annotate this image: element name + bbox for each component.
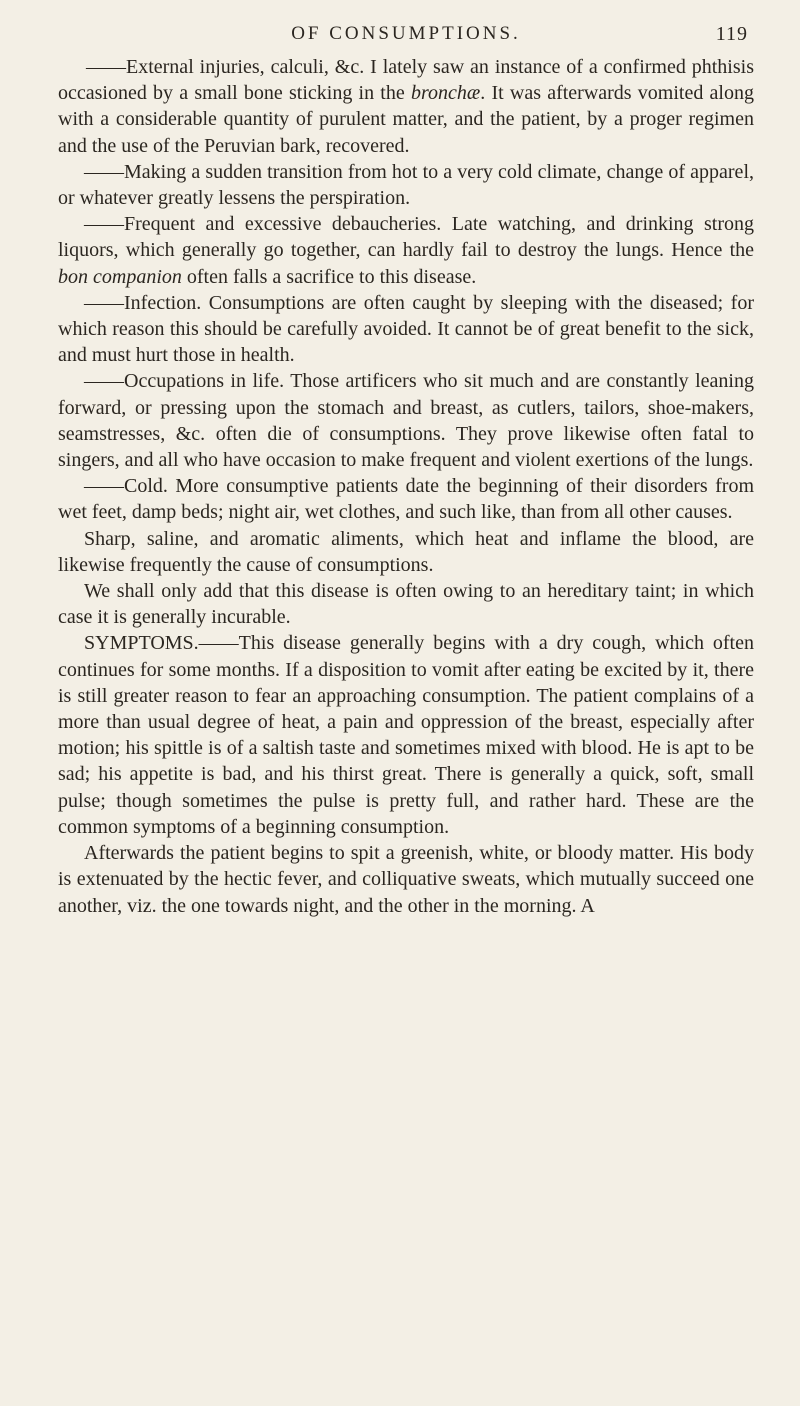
paragraph-cold: ——Cold. More consumptive patients date the beginning of their disorders from wet feet, damp beds; night air, wet clothes, and such like, than from all other causes.: [58, 475, 754, 524]
paragraph-external-injuries: ——External injuries, calculi, &c. I lately saw an instance of a confirmed phthisis occasioned by a small bone sticking in the bronchæ. It was afterwards vomited along with a considerable quantity of purulent matter, and the patient, by a proger regimen and the use of the Peruvian bark, recovered.: [58, 56, 754, 157]
paragraph-afterwards: Afterwards the patient begins to spit a greenish, white, or bloody matter. His body is extenuated by the hectic fever, and colliquative sweats, which mutually succeed one another, viz. the one towards night, and the other in the morning. A: [58, 842, 754, 917]
running-head: [58, 14, 754, 54]
body-text: [58, 54, 754, 919]
paragraph-aliments: Sharp, saline, and aromatic aliments, which heat and inflame the blood, are likewise frequently the cause of consumptions.: [58, 527, 754, 576]
paragraph-infection: ——Infection. Consumptions are often caught by sleeping with the diseased; for which reason this should be carefully avoided. It cannot be of great benefit to the sick, and must hurt those in health.: [58, 291, 754, 367]
italic-term: bronchæ: [410, 82, 481, 105]
paragraph-symptoms: SYMPTOMS.——This disease generally begins with a dry cough, which often continues for some months. If a disposition to vomit after eating be excited by it, there is still greater reason to fear an approaching consumption. The patient complains of a more than usual degree of heat, a pain and oppression of the breast, especially after motion; his spittle is of a saltish taste and sometimes mixed with blood. He is apt to be sad; his appetite is bad, and his thirst great. There is generally a quick, soft, small pulse; though sometimes the pulse is pretty full, and rather hard. These are the common symptoms of a beginning consumption.: [58, 632, 754, 838]
paragraph-sudden-transition: ——Making a sudden transition from hot to a very cold climate, change of apparel, or whatever greatly lessens the perspiration.: [58, 160, 754, 210]
paragraph-occupations: ——Occupations in life. Those artificers who sit much and are constantly leaning forward, or pressing upon the stomach and breast, as cutlers, tailors, shoe-makers, seamstresses, &c. often die of consumptions. They prove likewise often fatal to singers, and all who have occasion to make frequent and violent exertions of the lungs.: [58, 370, 754, 472]
paragraph-hereditary: We shall only add that this disease is often owing to an hereditary taint; in which case it is generally incurable.: [58, 580, 754, 629]
italic-term: bon companion: [58, 265, 182, 288]
page-number: 119: [715, 23, 748, 45]
running-title: OF CONSUMPTIONS.: [291, 23, 521, 44]
paragraph-debaucheries: ——Frequent and excessive debaucheries. Late watching, and drinking strong liquors, which generally go together, can hardly fail to destroy the lungs. Hence the bon companion often falls a sacrifice to this disease.: [58, 213, 754, 288]
